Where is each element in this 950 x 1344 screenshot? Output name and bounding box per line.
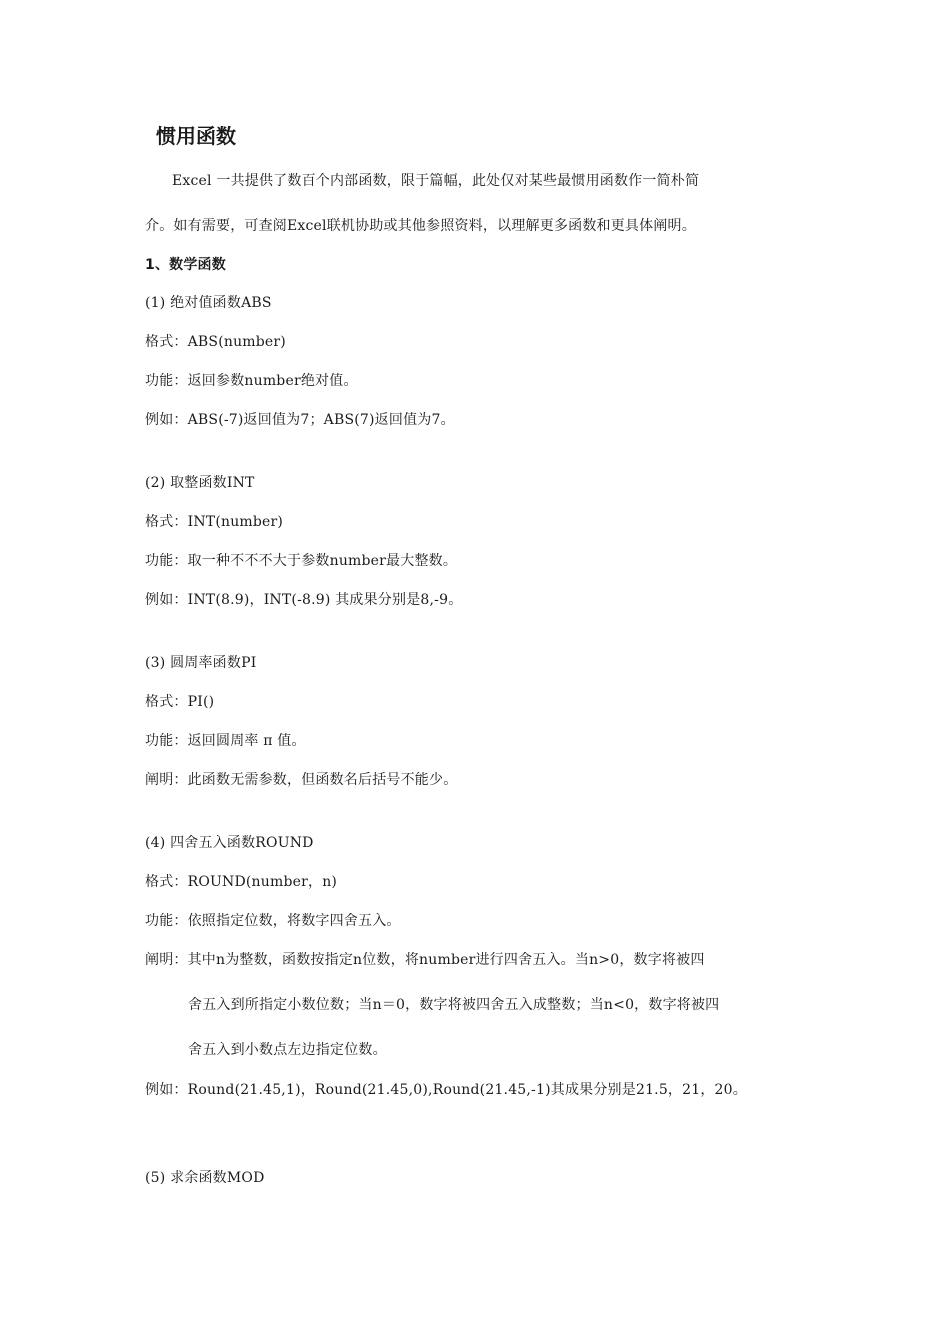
pi-function: 功能：返回圆周率 π 值。 — [145, 733, 306, 749]
pi-heading: (3) 圆周率函数PI — [145, 655, 257, 671]
abs-heading: (1) 绝对值函数ABS — [145, 295, 272, 311]
int-heading: (2) 取整函数INT — [145, 475, 255, 491]
int-example: 例如：INT(8.9)，INT(-8.9) 其成果分别是8,-9。 — [145, 592, 463, 608]
abs-example: 例如：ABS(-7)返回值为7；ABS(7)返回值为7。 — [145, 412, 455, 428]
section-heading-math: 1、数学函数 — [145, 257, 226, 273]
mod-heading: (5) 求余函数MOD — [145, 1170, 265, 1186]
int-format: 格式：INT(number) — [145, 514, 284, 530]
round-heading: (4) 四舍五入函数ROUND — [145, 835, 314, 851]
abs-function: 功能：返回参数number绝对值。 — [145, 373, 358, 389]
round-example: 例如：Round(21.45,1)，Round(21.45,0),Round(21.45,-1)其成果分别是21.5，21，20。 — [145, 1082, 747, 1098]
round-note-line-2: 舍五入到所指定小数位数；当n＝0，数字将被四舍五入成整数；当n<0，数字将被四 — [188, 997, 720, 1013]
int-function: 功能：取一种不不不大于参数number最大整数。 — [145, 553, 458, 569]
round-note-line-3: 舍五入到小数点左边指定位数。 — [188, 1042, 387, 1058]
round-note-line-1: 阐明：其中n为整数，函数按指定n位数，将number进行四舍五入。当n>0，数字将被四 — [145, 952, 705, 968]
round-format: 格式：ROUND(number，n) — [145, 874, 338, 890]
page-title: 惯用函数 — [156, 124, 236, 148]
intro-line-1: Excel 一共提供了数百个内部函数，限于篇幅，此处仅对某些最惯用函数作一简朴简 — [172, 173, 700, 189]
abs-format: 格式：ABS(number) — [145, 334, 286, 350]
pi-note: 阐明：此函数无需参数，但函数名后括号不能少。 — [145, 772, 458, 788]
round-function: 功能：依照指定位数，将数字四舍五入。 — [145, 913, 401, 929]
pi-format: 格式：PI() — [145, 694, 215, 710]
intro-line-2: 介。如有需要，可查阅Excel联机协助或其他参照资料，以理解更多函数和更具体阐明。 — [145, 218, 696, 234]
